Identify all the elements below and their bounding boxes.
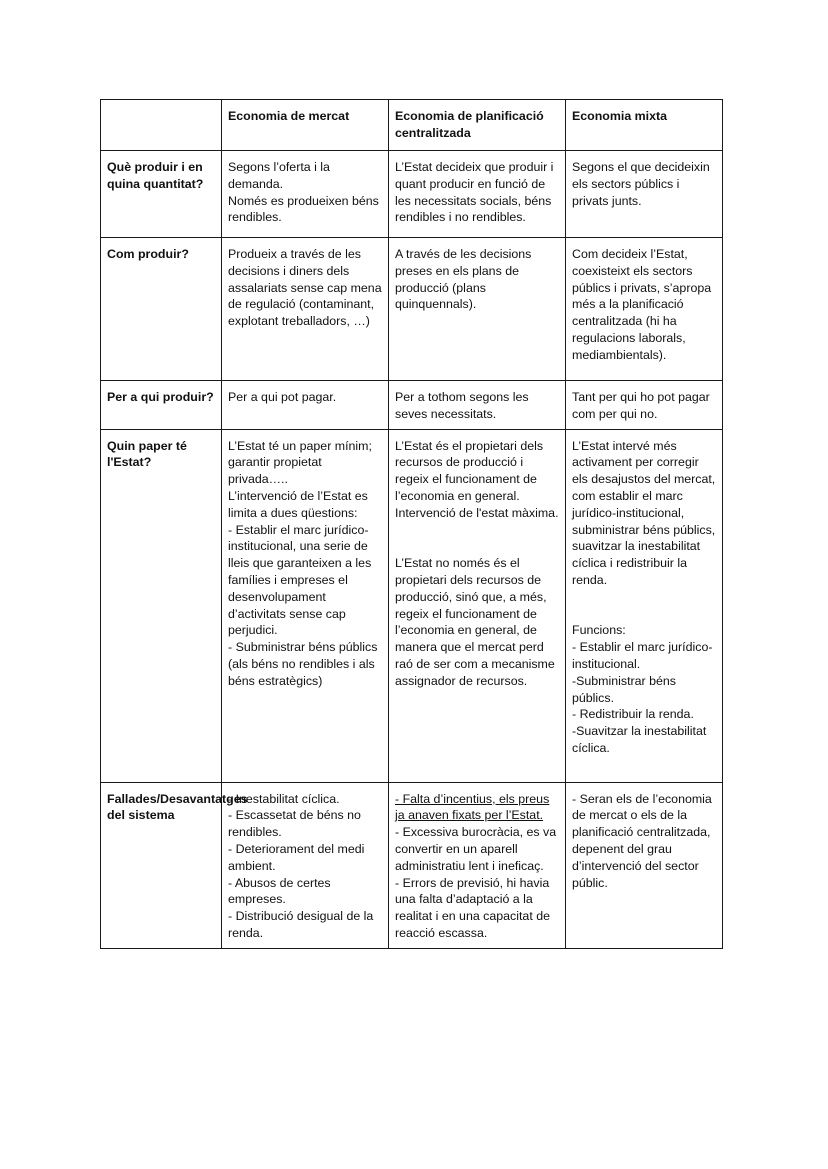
cell-planificacio bbox=[389, 782, 566, 948]
cell-mercat: Per a qui pot pagar. bbox=[222, 381, 389, 430]
cell-mercat: Produeix a través de les decisions i diners dels assalariats sense cap mena de regulació (contaminant, explotant treballadors, …) bbox=[222, 238, 389, 381]
cell-planificacio: A través de les decisions preses en els plans de producció (plans quinquennals). bbox=[389, 238, 566, 381]
row-label: Com produir? bbox=[101, 238, 222, 381]
table-row bbox=[101, 238, 723, 381]
row-label: Per a qui produir? bbox=[101, 381, 222, 430]
header-cell-planificacio: Economia de planificació centralitzada bbox=[389, 100, 566, 151]
header-cell-empty bbox=[101, 100, 222, 151]
row-label: Fallades/Desavantatges del sistema bbox=[101, 782, 222, 948]
table-header-row bbox=[101, 100, 723, 151]
cell-mercat: L’Estat té un paper mínim; garantir propietat privada….. L’intervenció de l’Estat es limita a dues qüestions: - Establir el marc jurídico-institucional, una serie de lleis que garanteixen a les famílies i empreses el desenvolupament d’activitats sense cap perjudici. - Subministrar béns públics (als béns no rendibles i als béns estratègics) bbox=[222, 429, 389, 782]
cell-mixta: Tant per qui ho pot pagar com per qui no. bbox=[566, 381, 723, 430]
cell-planificacio: L’Estat decideix que produir i quant producir en funció de les necessitats socials, béns rendibles i no rendibles. bbox=[389, 151, 566, 238]
cell-mixta: Segons el que decideixin els sectors públics i privats junts. bbox=[566, 151, 723, 238]
row-label: Què produir i en quina quantitat? bbox=[101, 151, 222, 238]
table-row bbox=[101, 782, 723, 948]
cell-mercat: Segons l’oferta i la demanda. Només es produeixen béns rendibles. bbox=[222, 151, 389, 238]
economic-systems-table bbox=[100, 99, 723, 949]
row-label: Quin paper té l'Estat? bbox=[101, 429, 222, 782]
cell-planificacio: Per a tothom segons les seves necessitats. bbox=[389, 381, 566, 430]
cell-mixta: L’Estat intervé més activament per corregir els desajustos del mercat, com establir el marc jurídico-institucional, subministrar béns públics, suavitzar la inestabilitat cíclica i redistribuir la renda. Funcions: - Establir el marc jurídico-institucional. -Subministrar béns públics. - Redistribuir la renda. -Suavitzar la inestabilitat cíclica. bbox=[566, 429, 723, 782]
header-cell-mixta: Economia mixta bbox=[566, 100, 723, 151]
table-row bbox=[101, 381, 723, 430]
cell-mercat: - Inestabilitat cíclica. - Escassetat de béns no rendibles. - Deteriorament del medi ambient. - Abusos de certes empreses. - Distribució desigual de la renda. bbox=[222, 782, 389, 948]
table-row bbox=[101, 151, 723, 238]
cell-planificacio: L’Estat és el propietari dels recursos de producció i regeix el funcionament de l’economia en general. Intervenció de l'estat màxima. L’Estat no només és el propietari dels recursos de producció, sinó que, a més, regeix el funcionament de l’economia en general, de manera que el mercat perd raó de ser com a mecanisme assignador de recursos. bbox=[389, 429, 566, 782]
cell-mixta: Com decideix l’Estat, coexisteixt els sectors públics i privats, s’apropa més a la planificació centralitzada (hi ha regulacions laborals, mediambientals). bbox=[566, 238, 723, 381]
table-row bbox=[101, 429, 723, 782]
underlined-item: - Falta d’incentius, els preus ja anaven fixats per l’Estat. bbox=[395, 791, 550, 823]
cell-mixta: - Seran els de l’economia de mercat o els de la planificació centralitzada, depenent del grau d’intervenció del sector públic. bbox=[566, 782, 723, 948]
cell-planificacio-rest: - Excessiva burocràcia, es va convertir en un aparell administratiu lent i ineficaç. - Errors de previsió, hi havia una falta d’adaptació a la realitat i en una capacitat de reacció escassa. bbox=[395, 825, 557, 940]
header-cell-mercat: Economia de mercat bbox=[222, 100, 389, 151]
